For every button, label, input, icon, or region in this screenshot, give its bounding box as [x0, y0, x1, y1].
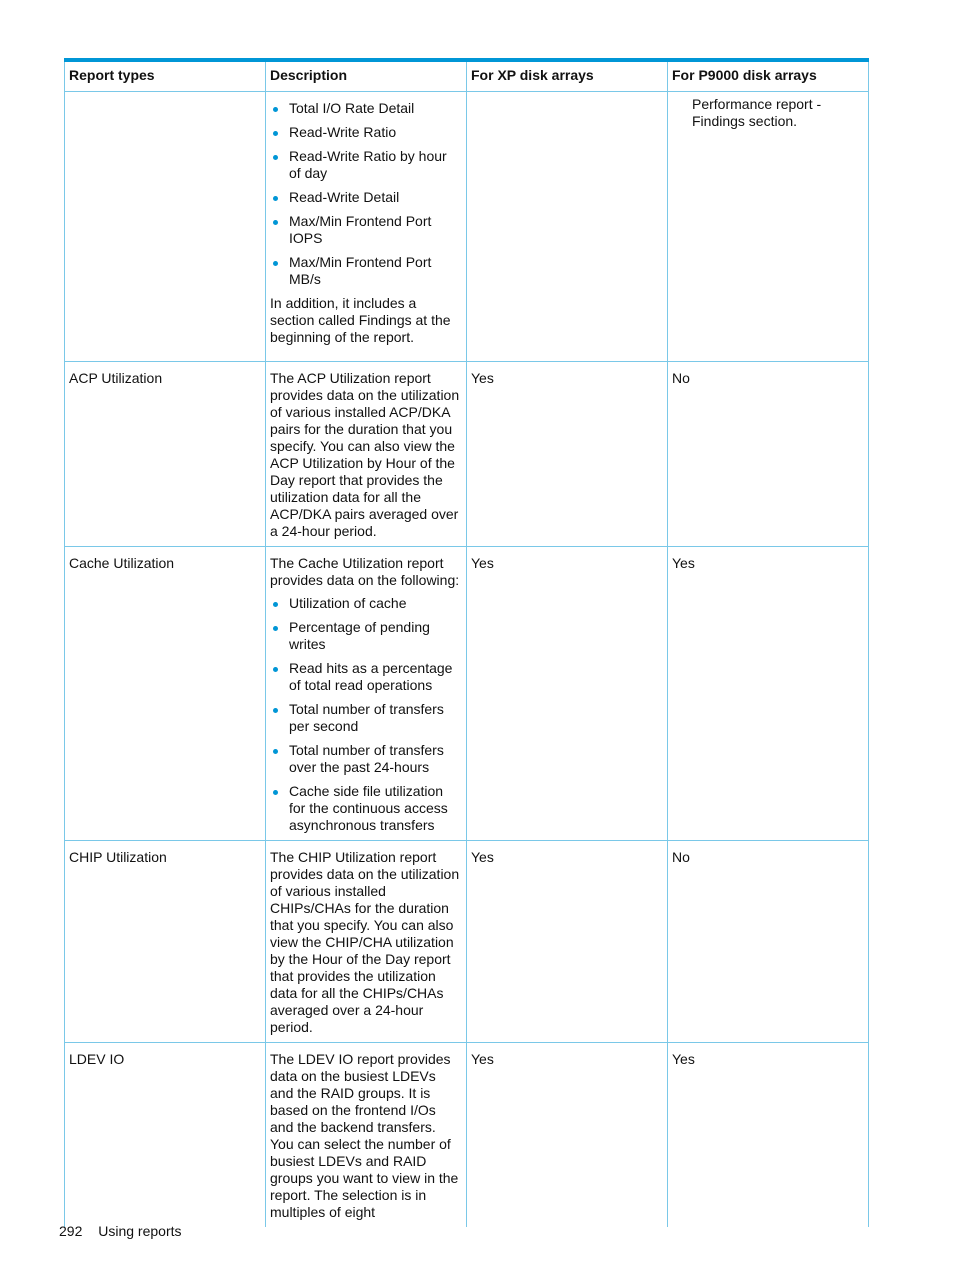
- report-type-cell: [65, 92, 266, 362]
- xp-support-cell: [467, 92, 668, 362]
- xp-support-cell: Yes: [467, 547, 668, 841]
- p9000-support-cell: [668, 92, 869, 362]
- list-item: Total number of transfers over the past 24-hours: [270, 742, 462, 776]
- report-types-table-container: [64, 58, 868, 1220]
- report-types-table: [64, 58, 869, 1227]
- list-item: Read-Write Ratio: [270, 124, 462, 141]
- list-item: Cache side file utilization for the continuous access asynchronous transfers: [270, 783, 462, 834]
- table-row: [65, 547, 869, 841]
- description-note: In addition, it includes a section called Findings at the beginning of the report.: [270, 295, 451, 345]
- report-type-cell: LDEV IO: [65, 1043, 266, 1228]
- list-item: Max/Min Frontend Port MB/s: [270, 254, 462, 288]
- header-p9000-disk-arrays: For P9000 disk arrays: [668, 60, 869, 92]
- bullet-list: [270, 100, 462, 288]
- bullet-list: [270, 595, 462, 834]
- list-item: Read-Write Detail: [270, 189, 462, 206]
- description-cell: The CHIP Utilization report provides data on the utilization of various installed CHIPs/CHAs for the duration that you specify. You can also view the CHIP/CHA utilization by the Hour of the Day report that provides the utilization data for all the CHIPs/CHAs averaged over a 24-hour period.: [266, 841, 467, 1043]
- report-type-cell: Cache Utilization: [65, 547, 266, 841]
- xp-support-cell: Yes: [467, 841, 668, 1043]
- list-item: Utilization of cache: [270, 595, 462, 612]
- description-cell: [266, 547, 467, 841]
- page-footer: [59, 1223, 182, 1239]
- p9000-support-cell: No: [668, 362, 869, 547]
- page-number: 292: [59, 1223, 83, 1239]
- list-item: Max/Min Frontend Port IOPS: [270, 213, 462, 247]
- p9000-support-cell: Yes: [668, 547, 869, 841]
- list-item: Percentage of pending writes: [270, 619, 462, 653]
- table-row: [65, 362, 869, 547]
- p9000-support-cell: No: [668, 841, 869, 1043]
- report-type-cell: CHIP Utilization: [65, 841, 266, 1043]
- p9000-support-text: Performance report - Findings section.: [692, 96, 822, 129]
- table-row: [65, 841, 869, 1043]
- list-item: Total number of transfers per second: [270, 701, 462, 735]
- table-row: [65, 92, 869, 362]
- description-cell: The LDEV IO report provides data on the busiest LDEVs and the RAID groups. It is based on the frontend I/Os and the backend transfers. You can select the number of busiest LDEVs and RAID groups you want to view in the report. The selection is in multiples of eight: [266, 1043, 467, 1228]
- header-report-types: Report types: [65, 60, 266, 92]
- description-cell: [266, 92, 467, 362]
- header-xp-disk-arrays: For XP disk arrays: [467, 60, 668, 92]
- table-header-row: [65, 60, 869, 92]
- description-intro: The Cache Utilization report provides data on the following:: [270, 555, 460, 588]
- p9000-support-cell: Yes: [668, 1043, 869, 1228]
- xp-support-cell: Yes: [467, 362, 668, 547]
- list-item: Read-Write Ratio by hour of day: [270, 148, 462, 182]
- list-item: Total I/O Rate Detail: [270, 100, 462, 117]
- header-description: Description: [266, 60, 467, 92]
- description-cell: The ACP Utilization report provides data on the utilization of various installed ACP/DKA pairs for the duration that you specify. You can also view the ACP Utilization by Hour of the Day report that provides the utilization data for all the ACP/DKA pairs averaged over a 24-hour period.: [266, 362, 467, 547]
- report-type-cell: ACP Utilization: [65, 362, 266, 547]
- list-item: Read hits as a percentage of total read operations: [270, 660, 462, 694]
- xp-support-cell: Yes: [467, 1043, 668, 1228]
- table-row: [65, 1043, 869, 1228]
- footer-section-title: Using reports: [98, 1223, 182, 1239]
